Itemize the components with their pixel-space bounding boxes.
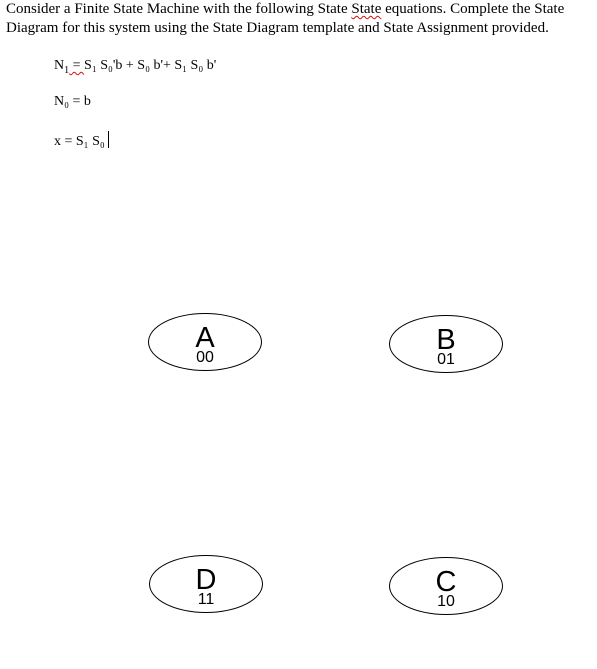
equation-n1-rhs: S₁ S₀'b + S₀ b'+ S₁ S₀ b' <box>84 58 217 73</box>
state-d-code: 11 <box>197 591 215 608</box>
equation-n0: N₀ = b <box>54 94 91 109</box>
equation-x[interactable]: x = S₁ S₀ <box>54 131 109 151</box>
state-d-label: D <box>195 564 217 596</box>
repeated-word: State <box>351 1 382 17</box>
state-a-ellipse[interactable] <box>148 313 262 371</box>
problem-statement <box>6 0 597 38</box>
state-a-label: A <box>195 322 215 354</box>
equation-n1: $N_1 = S_1$ S₀'b + S₀ b'+ S₁ S₀ b' <box>54 58 217 76</box>
state-c-label: C <box>435 566 457 598</box>
state-b-ellipse[interactable] <box>389 315 503 373</box>
problem-line-1: Consider a Finite State Machine with the following State State equations. Complete the State <box>6 1 565 17</box>
state-c-ellipse[interactable] <box>389 557 503 615</box>
state-a-code: 00 <box>196 349 214 366</box>
text-cursor <box>108 131 109 148</box>
state-d-ellipse[interactable] <box>149 555 263 613</box>
state-b-label: B <box>436 324 456 356</box>
problem-line-2: Diagram for this system using the State Diagram template and State Assignment provided. <box>6 20 549 36</box>
state-b-code: 01 <box>437 351 455 368</box>
equation-n1-equals: = <box>69 58 85 73</box>
state-c-code: 10 <box>437 593 455 610</box>
